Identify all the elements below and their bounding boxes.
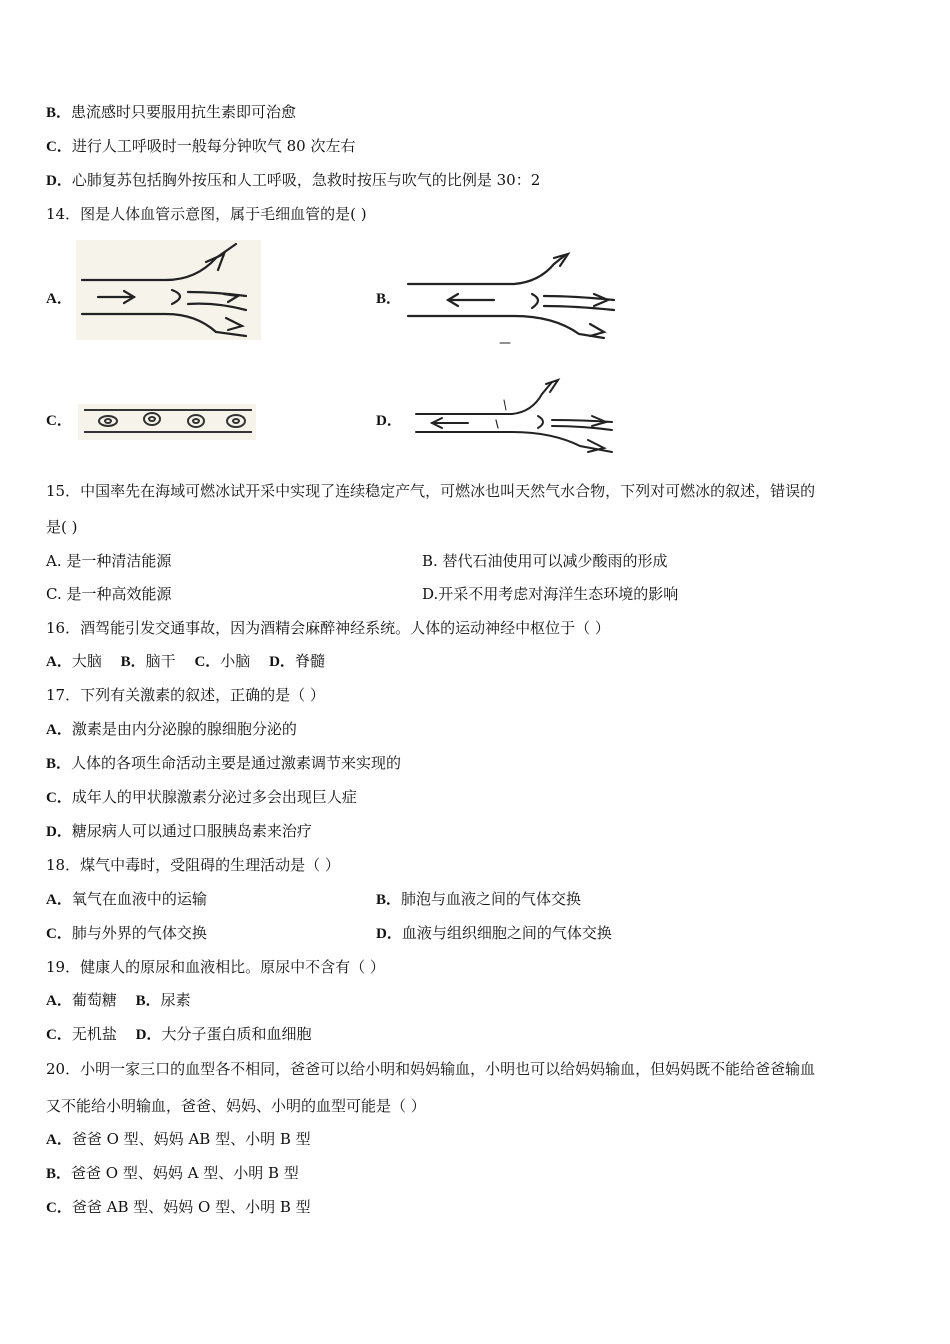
q15-option-b: B. 替代石油使用可以减少酸雨的形成: [422, 552, 668, 570]
q20-option-a: [46, 1129, 311, 1150]
option-label: D．: [269, 654, 295, 670]
q16-options: [46, 651, 325, 672]
q14-stem: 14．图是人体血管示意图，属于毛细血管的是( ): [46, 205, 367, 223]
q15-option-d: D.开采不用考虑对海洋生态环境的影响: [422, 585, 679, 603]
option-text: 无机盐: [71, 1025, 117, 1043]
option-label: A．: [46, 1132, 72, 1148]
q20-option-b: [46, 1163, 299, 1184]
option-text: 大分子蛋白质和血细胞: [161, 1025, 312, 1043]
option-label: B．: [120, 654, 146, 670]
q14-option-c-label: C．: [46, 413, 72, 429]
q19-stem: 19．健康人的原尿和血液相比。原尿中不含有（ ）: [46, 958, 385, 976]
q20-stem-line1: 20．小明一家三口的血型各不相同，爸爸可以给小明和妈妈输血，小明也可以给妈妈输血，但妈妈既不能给爸爸输血: [46, 1060, 816, 1078]
option-text: 成年人的甲状腺激素分泌过多会出现巨人症: [71, 788, 357, 806]
option-text: 小脑: [220, 652, 251, 670]
option-text: 肺与外界的气体交换: [71, 924, 207, 942]
q13-option-d: [46, 170, 540, 191]
q13-option-b: [46, 102, 296, 123]
q18-option-c: [46, 923, 207, 944]
q20-option-c: [46, 1197, 311, 1218]
q17-option-d: [46, 821, 312, 842]
option-label: B．: [46, 756, 72, 772]
q14-option-d-label: D．: [376, 413, 402, 429]
q14-option-b-label: B．: [376, 291, 402, 307]
q14-option-a-label: A．: [46, 291, 72, 307]
option-text: 脑干: [145, 652, 176, 670]
option-text: 爸爸 AB 型、妈妈 O 型、小明 B 型: [71, 1198, 311, 1216]
q18-option-b: [376, 889, 581, 910]
option-label: C．: [46, 926, 72, 942]
q15-stem-line2: 是( ): [46, 518, 78, 536]
option-text: 糖尿病人可以通过口服胰岛素来治疗: [71, 822, 312, 840]
q16-stem: 16．酒驾能引发交通事故，因为酒精会麻醉神经系统。人体的运动神经中枢位于（ ）: [46, 619, 610, 637]
option-text: 大脑: [71, 652, 102, 670]
option-label: B．: [46, 1166, 72, 1182]
q18-option-d: [376, 923, 612, 944]
option-label: B．: [46, 105, 72, 121]
option-label: C．: [194, 654, 221, 670]
option-label: A．: [46, 892, 72, 908]
option-label: D．: [46, 173, 72, 189]
option-label: A．: [46, 654, 72, 670]
q15-option-a: A. 是一种清洁能源: [46, 552, 172, 570]
q17-option-b: [46, 753, 401, 774]
option-text: 血液与组织细胞之间的气体交换: [401, 924, 612, 942]
option-label: D．: [46, 824, 72, 840]
option-label: A．: [46, 722, 72, 738]
option-text: 患流感时只要服用抗生素即可治愈: [71, 103, 297, 121]
q18-stem: 18．煤气中毒时，受阻碍的生理活动是（ ）: [46, 856, 340, 874]
q19-options-cd: [46, 1024, 312, 1045]
option-label: C．: [46, 1200, 72, 1216]
q20-stem-line2: 又不能给小明输血，爸爸、妈妈、小明的血型可能是（ ）: [46, 1097, 426, 1115]
option-text: 爸爸 O 型、妈妈 A 型、小明 B 型: [71, 1164, 299, 1182]
option-text: 脊髓: [294, 652, 325, 670]
option-label: B．: [135, 993, 161, 1009]
q15-option-c: C. 是一种高效能源: [46, 585, 172, 603]
option-label: C．: [46, 139, 72, 155]
q13-option-c: [46, 136, 355, 157]
option-text: 葡萄糖: [71, 991, 117, 1009]
option-text: 激素是由内分泌腺的腺细胞分泌的: [71, 720, 297, 738]
option-text: 心肺复苏包括胸外按压和人工呼吸，急救时按压与吹气的比例是 30：2: [71, 171, 541, 189]
option-label: D．: [135, 1027, 162, 1043]
option-label: C．: [46, 1027, 72, 1043]
q17-stem: 17．下列有关激素的叙述，正确的是（ ）: [46, 686, 325, 704]
option-label: C．: [46, 790, 72, 806]
option-text: 爸爸 O 型、妈妈 AB 型、小明 B 型: [71, 1130, 311, 1148]
option-label: D．: [376, 926, 402, 942]
q17-option-c: [46, 787, 357, 808]
option-label: B．: [376, 892, 402, 908]
q19-options-ab: [46, 990, 191, 1011]
option-text: 人体的各项生命活动主要是通过激素调节来实现的: [71, 754, 402, 772]
option-text: 进行人工呼吸时一般每分钟吹气 80 次左右: [71, 137, 356, 155]
vessel-diagram-d: [412, 376, 622, 458]
q18-option-a: [46, 889, 207, 910]
option-text: 氧气在血液中的运输: [71, 890, 207, 908]
q15-stem-line1: 15．中国率先在海域可燃冰试开采中实现了连续稳定产气，可燃冰也叫天然气水合物，下列对可燃冰的叙述，错误的: [46, 482, 816, 500]
option-label: A．: [46, 993, 72, 1009]
option-text: 肺泡与血液之间的气体交换: [401, 890, 582, 908]
option-text: 尿素: [160, 991, 191, 1009]
q17-option-a: [46, 719, 297, 740]
vessel-diagram-a: [76, 240, 261, 340]
vessel-diagram-c: [78, 404, 256, 440]
vessel-diagram-b: [404, 250, 624, 345]
